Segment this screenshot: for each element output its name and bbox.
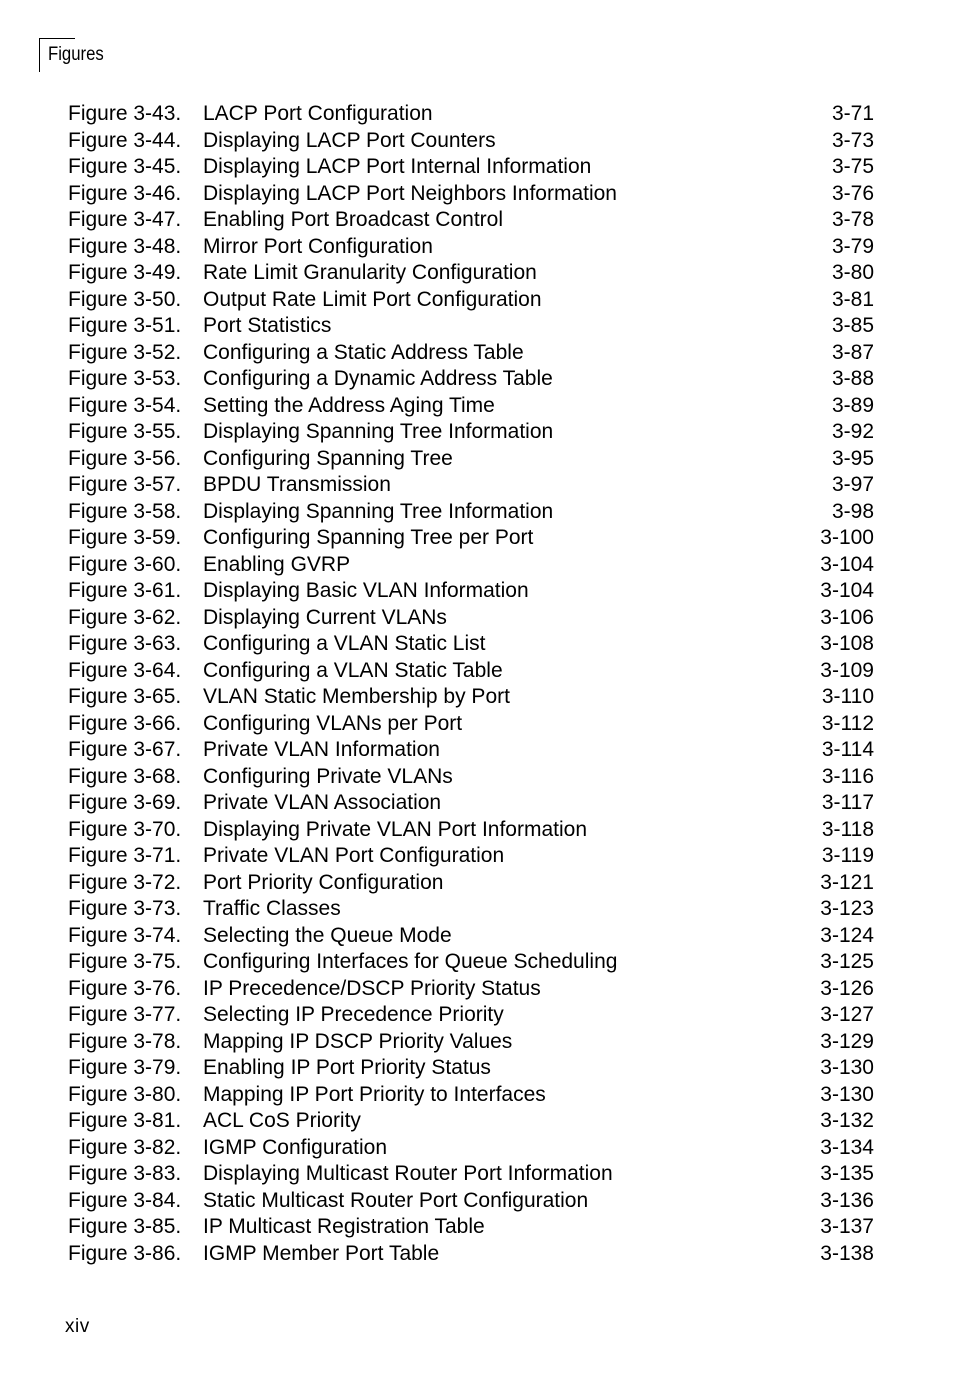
figure-page-ref: 3-110 — [821, 685, 874, 708]
figure-number: Figure 3-51. — [68, 314, 182, 337]
figure-page-ref: 3-92 — [831, 420, 874, 443]
figure-page-ref: 3-87 — [831, 340, 874, 364]
figure-title: IP Multicast Registration Table — [203, 1215, 485, 1238]
figure-entry — [68, 446, 874, 473]
figure-title: Displaying Private VLAN Port Information — [203, 817, 587, 841]
figure-entry — [68, 817, 874, 844]
figure-number: Figure 3-56. — [68, 446, 182, 470]
figure-entry — [68, 525, 874, 552]
figure-page-ref: 3-114 — [821, 738, 874, 761]
figure-number: Figure 3-79. — [68, 1056, 182, 1079]
figure-number: Figure 3-70. — [68, 817, 182, 841]
figure-title: Private VLAN Port Configuration — [203, 844, 505, 867]
figure-entry — [68, 1161, 874, 1188]
figure-number: Figure 3-86. — [68, 1241, 182, 1265]
figure-title: Private VLAN Information — [203, 738, 440, 761]
figure-entry — [68, 1055, 874, 1082]
figure-page-ref: 3-134 — [820, 1135, 874, 1159]
figure-title: Displaying Spanning Tree Information — [203, 499, 554, 523]
figure-page-ref: 3-88 — [831, 367, 874, 390]
figure-number: Figure 3-50. — [68, 287, 182, 311]
figure-entry — [68, 366, 874, 393]
figure-title: VLAN Static Membership by Port — [203, 685, 510, 708]
figure-title: Selecting IP Precedence Priority — [203, 1003, 504, 1026]
figure-page-ref: 3-71 — [831, 102, 874, 125]
figure-title: Selecting the Queue Mode — [203, 923, 452, 947]
figure-entry — [68, 472, 874, 499]
figure-number: Figure 3-71. — [68, 844, 182, 867]
figure-page-ref: 3-123 — [820, 897, 874, 920]
figure-number: Figure 3-52. — [68, 340, 182, 364]
figure-entry — [68, 552, 874, 579]
figure-number: Figure 3-61. — [68, 579, 182, 602]
figure-title: Enabling IP Port Priority Status — [203, 1056, 491, 1079]
figure-number: Figure 3-47. — [68, 208, 182, 231]
figure-number: Figure 3-81. — [68, 1109, 182, 1132]
figure-title: Static Multicast Router Port Configuration — [203, 1188, 589, 1212]
figure-page-ref: 3-100 — [820, 526, 874, 549]
figure-number: Figure 3-68. — [68, 764, 182, 788]
figure-page-ref: 3-108 — [820, 632, 874, 655]
figure-entry — [68, 101, 874, 128]
figure-entry — [68, 340, 874, 367]
figure-title: Enabling GVRP — [203, 552, 351, 576]
figure-entry — [68, 976, 874, 1003]
figure-entry — [68, 1108, 874, 1135]
figure-page-ref: 3-89 — [831, 393, 874, 417]
figure-entry — [68, 658, 874, 685]
figure-page-ref: 3-121 — [820, 870, 874, 894]
figure-number: Figure 3-85. — [68, 1215, 182, 1238]
figure-entry — [68, 843, 874, 870]
figure-entry — [68, 1188, 874, 1215]
figure-number: Figure 3-46. — [68, 181, 182, 205]
figure-entry — [68, 1082, 874, 1109]
figure-title: Configuring Interfaces for Queue Scheduling — [203, 950, 618, 973]
figure-entry — [68, 605, 874, 632]
figure-entry — [68, 393, 874, 420]
figure-number: Figure 3-49. — [68, 261, 182, 284]
figure-entry — [68, 923, 874, 950]
figure-title: Displaying Multicast Router Port Information — [203, 1162, 613, 1185]
figure-entry — [68, 870, 874, 897]
figure-page-ref: 3-78 — [831, 208, 874, 231]
figure-title: IGMP Configuration — [203, 1135, 388, 1159]
figure-number: Figure 3-73. — [68, 897, 182, 920]
figure-page-ref: 3-73 — [831, 128, 874, 152]
figure-title: Displaying LACP Port Neighbors Information — [203, 181, 617, 205]
figure-page-ref: 3-125 — [820, 950, 874, 973]
figure-number: Figure 3-44. — [68, 128, 182, 152]
figure-number: Figure 3-53. — [68, 367, 182, 390]
figure-page-ref: 3-124 — [820, 923, 874, 947]
figure-page-ref: 3-75 — [831, 155, 874, 178]
figure-number: Figure 3-65. — [68, 685, 182, 708]
figure-number: Figure 3-48. — [68, 234, 182, 258]
figure-entry — [68, 631, 874, 658]
list-of-figures — [68, 101, 874, 1267]
figure-title: Configuring a Static Address Table — [203, 340, 524, 364]
figure-number: Figure 3-80. — [68, 1082, 182, 1106]
figure-title: Configuring a VLAN Static Table — [203, 658, 503, 682]
figure-page-ref: 3-80 — [831, 261, 874, 284]
figure-page-ref: 3-119 — [821, 844, 874, 867]
figure-page-ref: 3-85 — [831, 314, 874, 337]
figure-entry — [68, 207, 874, 234]
figure-number: Figure 3-84. — [68, 1188, 182, 1212]
figure-title: IGMP Member Port Table — [203, 1241, 440, 1265]
figure-title: Configuring Private VLANs — [203, 764, 453, 788]
figure-page-ref: 3-112 — [821, 711, 874, 735]
figure-number: Figure 3-59. — [68, 526, 182, 549]
running-header: Figures — [48, 44, 104, 65]
figure-page-ref: 3-130 — [820, 1082, 874, 1106]
figure-title: Mapping IP Port Priority to Interfaces — [203, 1082, 546, 1106]
figure-entry — [68, 764, 874, 791]
figure-page-ref: 3-130 — [820, 1056, 874, 1079]
figure-title: ACL CoS Priority — [203, 1109, 361, 1132]
figure-title: Configuring VLANs per Port — [203, 711, 463, 735]
figure-page-ref: 3-137 — [820, 1215, 874, 1238]
figure-number: Figure 3-82. — [68, 1135, 182, 1159]
figure-page-ref: 3-98 — [831, 499, 874, 523]
figure-entry — [68, 128, 874, 155]
figure-number: Figure 3-69. — [68, 791, 182, 814]
figure-page-ref: 3-79 — [831, 234, 874, 258]
figure-entry — [68, 499, 874, 526]
figure-page-ref: 3-81 — [831, 287, 874, 311]
figure-number: Figure 3-62. — [68, 605, 182, 629]
figure-title: Displaying LACP Port Internal Information — [203, 155, 592, 178]
figure-title: Displaying Spanning Tree Information — [203, 420, 554, 443]
figure-entry — [68, 419, 874, 446]
figure-title: Rate Limit Granularity Configuration — [203, 261, 537, 284]
figure-page-ref: 3-109 — [820, 658, 874, 682]
figure-title: Configuring Spanning Tree — [203, 446, 453, 470]
figure-number: Figure 3-74. — [68, 923, 182, 947]
figure-number: Figure 3-72. — [68, 870, 182, 894]
figure-entry — [68, 711, 874, 738]
figure-number: Figure 3-63. — [68, 632, 182, 655]
figure-number: Figure 3-83. — [68, 1162, 182, 1185]
figure-title: Mirror Port Configuration — [203, 234, 433, 258]
figure-page-ref: 3-129 — [820, 1029, 874, 1053]
figure-page-ref: 3-104 — [820, 579, 874, 602]
figure-entry — [68, 578, 874, 605]
figure-entry — [68, 896, 874, 923]
figure-page-ref: 3-132 — [820, 1109, 874, 1132]
figure-page-ref: 3-106 — [820, 605, 874, 629]
figure-title: LACP Port Configuration — [203, 102, 433, 125]
figure-number: Figure 3-64. — [68, 658, 182, 682]
figure-number: Figure 3-76. — [68, 976, 182, 1000]
figure-entry — [68, 260, 874, 287]
figure-entry — [68, 1029, 874, 1056]
figure-entry — [68, 287, 874, 314]
figure-number: Figure 3-54. — [68, 393, 182, 417]
figure-entry — [68, 1241, 874, 1268]
figure-page-ref: 3-126 — [820, 976, 874, 1000]
figure-entry — [68, 684, 874, 711]
figure-title: Port Statistics — [203, 314, 332, 337]
figure-title: Displaying LACP Port Counters — [203, 128, 496, 152]
figure-number: Figure 3-77. — [68, 1003, 182, 1026]
figure-entry — [68, 1214, 874, 1241]
figure-page-ref: 3-104 — [820, 552, 874, 576]
figure-title: Configuring a VLAN Static List — [203, 632, 486, 655]
figure-number: Figure 3-75. — [68, 950, 182, 973]
figure-number: Figure 3-60. — [68, 552, 182, 576]
figure-number: Figure 3-78. — [68, 1029, 182, 1053]
figure-entry — [68, 790, 874, 817]
figure-page-ref: 3-95 — [831, 446, 874, 470]
figure-number: Figure 3-58. — [68, 499, 182, 523]
figure-number: Figure 3-67. — [68, 738, 182, 761]
figure-title: Configuring Spanning Tree per Port — [203, 526, 534, 549]
figure-title: Displaying Basic VLAN Information — [203, 579, 529, 602]
figure-page-ref: 3-76 — [831, 181, 874, 205]
figure-entry — [68, 313, 874, 340]
figure-page-ref: 3-136 — [820, 1188, 874, 1212]
figure-entry — [68, 1135, 874, 1162]
figure-page-ref: 3-117 — [821, 791, 874, 814]
figure-title: Displaying Current VLANs — [203, 605, 447, 629]
figure-title: BPDU Transmission — [203, 473, 391, 496]
figure-title: Setting the Address Aging Time — [203, 393, 495, 417]
figure-page-ref: 3-138 — [820, 1241, 874, 1265]
figure-entry — [68, 949, 874, 976]
figure-page-ref: 3-97 — [831, 473, 874, 496]
figure-number: Figure 3-55. — [68, 420, 182, 443]
figure-page-ref: 3-116 — [821, 764, 874, 788]
figure-entry — [68, 181, 874, 208]
figure-number: Figure 3-45. — [68, 155, 182, 178]
figure-title: Output Rate Limit Port Configuration — [203, 287, 542, 311]
figure-entry — [68, 234, 874, 261]
figure-number: Figure 3-57. — [68, 473, 182, 496]
figure-entry — [68, 1002, 874, 1029]
figure-title: Configuring a Dynamic Address Table — [203, 367, 553, 390]
figure-number: Figure 3-66. — [68, 711, 182, 735]
figure-number: Figure 3-43. — [68, 102, 182, 125]
figure-entry — [68, 154, 874, 181]
figure-page-ref: 3-118 — [821, 817, 874, 841]
figure-title: Enabling Port Broadcast Control — [203, 208, 503, 231]
figure-page-ref: 3-127 — [820, 1003, 874, 1026]
figure-title: Traffic Classes — [203, 897, 341, 920]
page-number: xiv — [65, 1316, 90, 1337]
figure-title: Private VLAN Association — [203, 791, 442, 814]
figure-title: IP Precedence/DSCP Priority Status — [203, 976, 541, 1000]
figure-entry — [68, 737, 874, 764]
figure-title: Port Priority Configuration — [203, 870, 444, 894]
figure-title: Mapping IP DSCP Priority Values — [203, 1029, 513, 1053]
figure-page-ref: 3-135 — [820, 1162, 874, 1185]
